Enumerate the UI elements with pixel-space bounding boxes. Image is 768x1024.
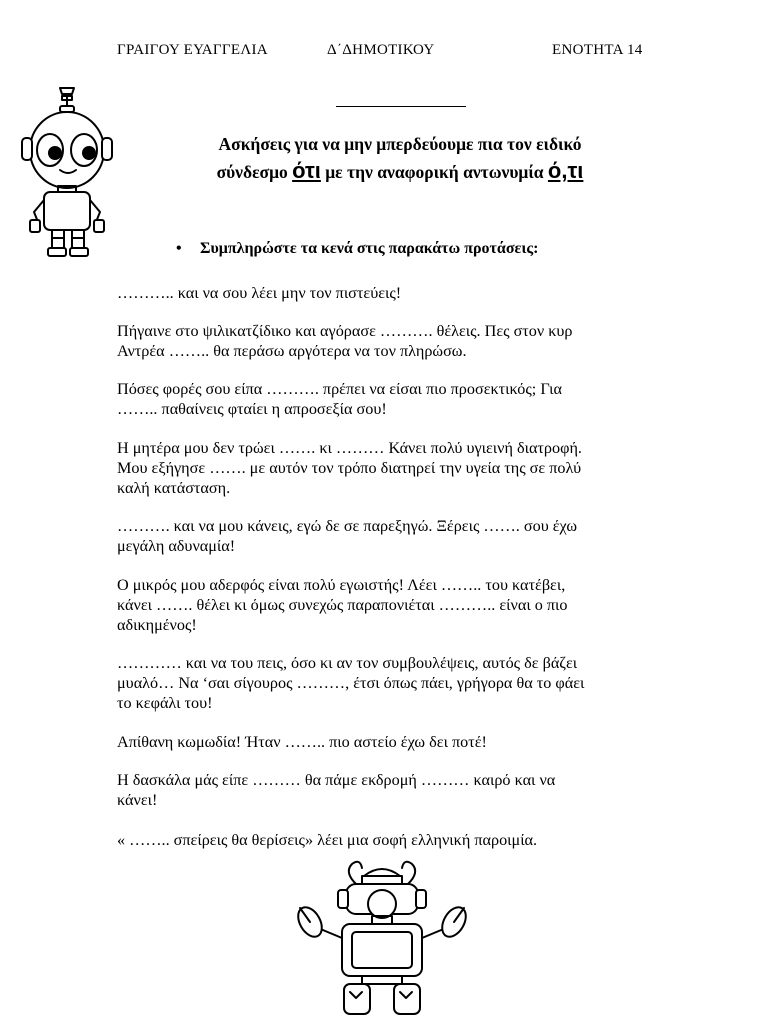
instruction — [176, 240, 538, 258]
title-line-2-middle: με την αναφορική αντωνυμία — [320, 162, 548, 182]
title-rule — [336, 106, 466, 107]
exercise-line: …….. παθαίνεις φταίει η απροσεξία σου! — [117, 400, 387, 418]
exercise-8 — [117, 732, 657, 752]
exercise-line: το κεφάλι του! — [117, 694, 213, 712]
page-title-line-2 — [150, 157, 650, 186]
exercise-5 — [117, 516, 657, 556]
page-title-line-1: Ασκήσεις για να μην μπερδεύουμε πια τον ειδικό — [218, 134, 582, 154]
exercise-line: ………… και να του πεις, όσο κι αν τον συμβουλέψεις, αυτός δε βάζει — [117, 654, 578, 672]
exercise-6 — [117, 575, 657, 635]
header-class-grade: Δ΄ΔΗΜΟΤΙΚΟΥ — [327, 42, 435, 58]
exercise-line: Πόσες φορές σου είπα ………. πρέπει να είσαι πιο προσεκτικός; Για — [117, 380, 562, 398]
exercise-line: Μου εξήγησε ……. με αυτόν τον τρόπο διατηρεί την υγεία της σε πολύ — [117, 459, 582, 477]
exercise-line: μυαλό… Να ‘σαι σίγουρος ………, έτσι όπως πάει, γρήγορα θα το φάει — [117, 674, 585, 692]
instruction-bullet: • — [176, 240, 182, 257]
exercise-line: Η δασκάλα μάς είπε ……… θα πάμε εκδρομή ……… καιρό και να — [117, 771, 556, 789]
exercise-line: Πήγαινε στο ψιλικατζίδικο και αγόρασε ………. θέλεις. Πες στον κυρ — [117, 322, 573, 340]
exercise-line: μεγάλη αδυναμία! — [117, 537, 236, 555]
exercise-9 — [117, 770, 657, 810]
exercise-line: ……….. και να σου λέει μην τον πιστεύεις! — [117, 284, 402, 302]
exercise-7 — [117, 653, 657, 713]
header-unit: ΕΝΟΤΗΤΑ 14 — [552, 42, 643, 58]
title-word-oti: ότι — [292, 158, 321, 183]
exercise-line: Απίθανη κωμωδία! Ήταν …….. πιο αστείο έχω δει ποτέ! — [117, 733, 487, 751]
exercise-line: ………. και να μου κάνεις, εγώ δε σε παρεξηγώ. Ξέρεις ……. σου έχω — [117, 517, 578, 535]
robot-illustration-bottom — [292, 858, 472, 1020]
exercise-4 — [117, 438, 657, 498]
exercise-line: αδικημένος! — [117, 616, 197, 634]
exercise-line: καλή κατάσταση. — [117, 479, 231, 497]
instruction-text: Συμπληρώστε τα κενά στις παρακάτω προτάσεις: — [200, 240, 539, 257]
exercise-line: κάνει ……. θέλει κι όμως συνεχώς παραπονιέται ……….. είναι ο πιο — [117, 596, 568, 614]
exercise-10 — [117, 830, 657, 850]
exercise-line: κάνει! — [117, 791, 158, 809]
exercise-line: Η μητέρα μου δεν τρώει ……. κι ……… Κάνει πολύ υγιεινή διατροφή. — [117, 439, 582, 457]
exercise-2 — [117, 321, 657, 361]
exercise-line: « …….. σπείρεις θα θερίσεις» λέει μια σοφή ελληνική παροιμία. — [117, 831, 538, 849]
exercise-3 — [117, 379, 657, 419]
title-line-2-start: σύνδεσμο — [216, 162, 293, 182]
exercise-line: Ο μικρός μου αδερφός είναι πολύ εγωιστής! Λέει …….. του κατέβει, — [117, 576, 566, 594]
header-author-name: ΓΡΑΙΓΟΥ ΕΥΑΓΓΕΛΙΑ — [117, 42, 268, 58]
exercise-1 — [117, 283, 657, 303]
exercise-line: Αντρέα …….. θα περάσω αργότερα να τον πληρώσω. — [117, 342, 467, 360]
robot-illustration-top — [20, 82, 120, 260]
title-word-o-ti: ό,τι — [547, 158, 584, 183]
